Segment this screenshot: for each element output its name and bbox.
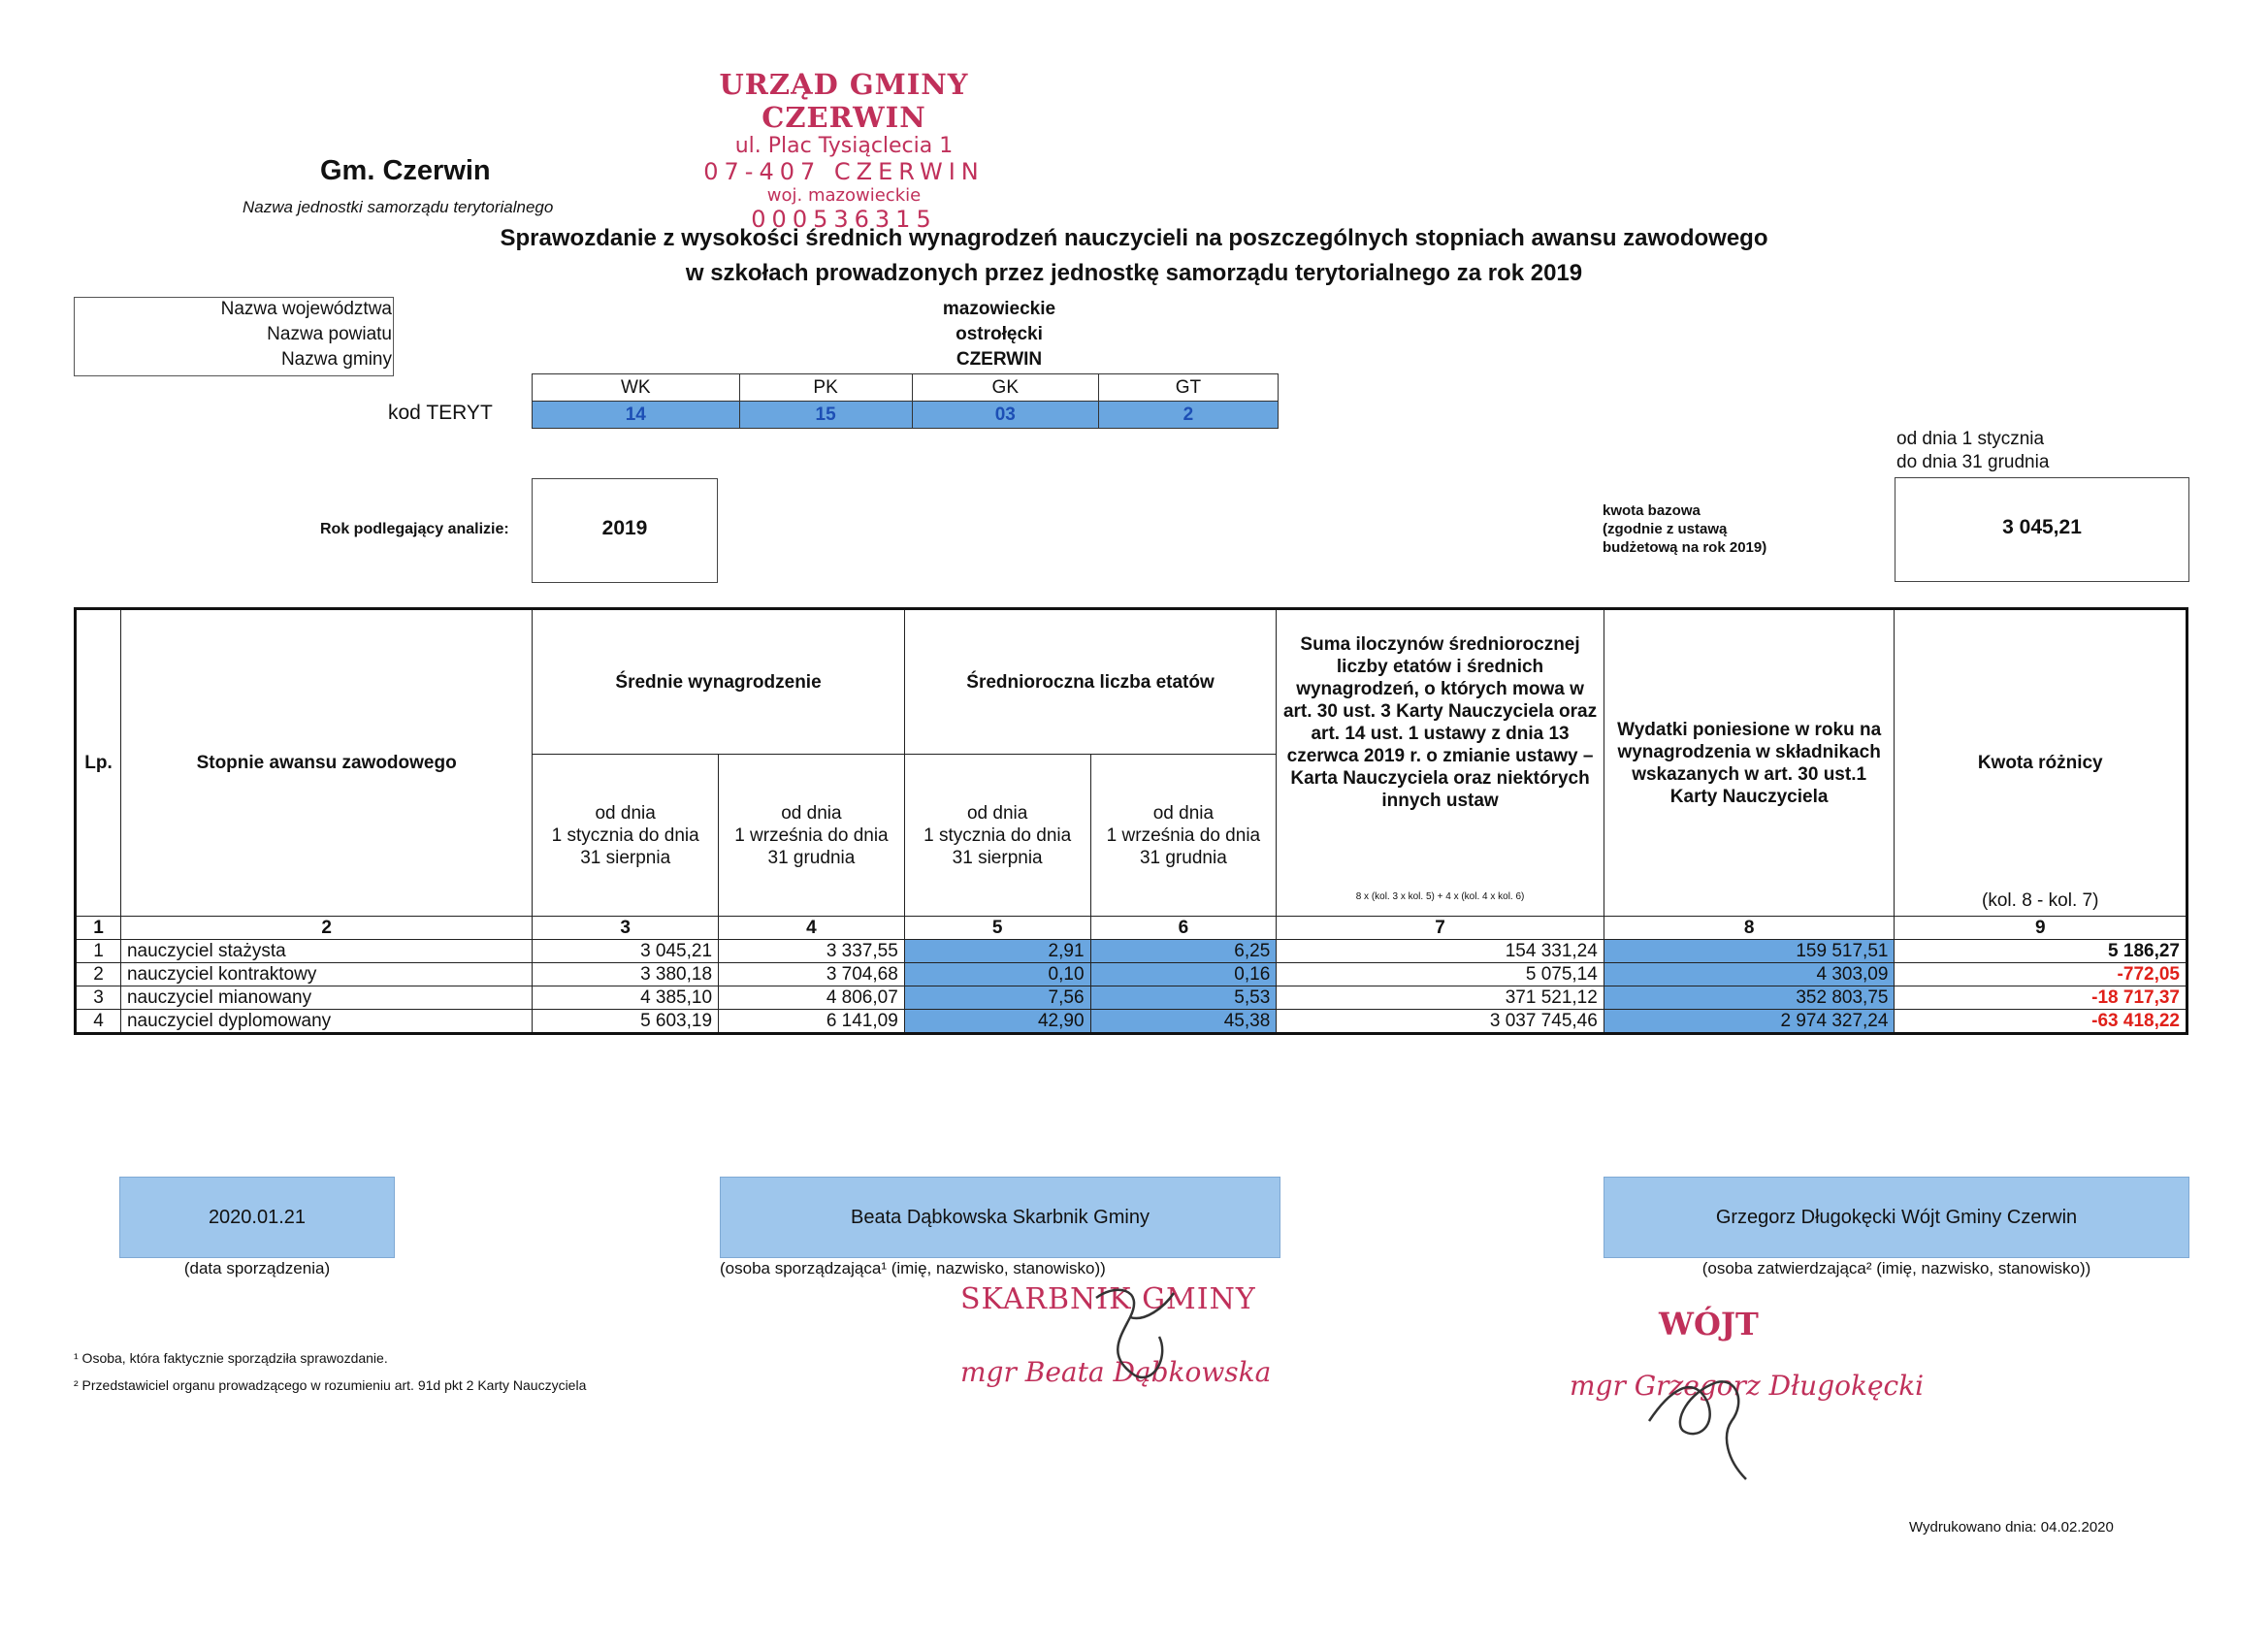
subheader-period: od dnia 1 stycznia do dnia 31 sierpnia <box>904 755 1090 917</box>
header-suma-text: Suma iloczynów średniorocznej liczby etatów i średnich wynagrodzeń, o których mowa w art. 30 ust. 3 Karty Nauczyciela oraz art. 14 ust. 1 ustawy z dnia 13 czerwca 2019 r. o zmianie ustawy – Karta Nauczyciela oraz niektórych innych ustaw <box>1282 634 1598 811</box>
row-c9: -772,05 <box>1895 963 2187 986</box>
row-c6: 6,25 <box>1090 940 1277 963</box>
row-lp: 2 <box>76 963 121 986</box>
row-c4: 3 337,55 <box>719 940 905 963</box>
column-number: 4 <box>719 917 905 940</box>
header-suma-formula: 8 x (kol. 3 x kol. 5) + 4 x (kol. 4 x kol. 6) <box>1355 891 1525 902</box>
office-stamp <box>679 68 1009 233</box>
row-c5: 2,91 <box>904 940 1090 963</box>
teryt-value: 2 <box>1098 402 1278 429</box>
footnote-2: ² Przedstawiciel organu prowadzącego w rozumieniu art. 91d pkt 2 Karty Nauczyciela <box>74 1377 587 1393</box>
row-name: nauczyciel mianowany <box>120 986 532 1010</box>
row-c6: 0,16 <box>1090 963 1277 986</box>
approver-label: (osoba zatwierdzająca² (imię, nazwisko, stanowisko)) <box>1701 1259 2091 1277</box>
report-title: Sprawozdanie z wysokości średnich wynagrodzeń nauczycieli na poszczególnych stopniach awansu zawodowego <box>500 225 1768 251</box>
mayor-stamp-title: WÓJT <box>1659 1306 1759 1342</box>
table-row <box>76 963 2187 986</box>
table-row <box>76 1010 2187 1034</box>
header-stopnie: Stopnie awansu zawodowego <box>120 609 532 917</box>
preparer-label: (osoba sporządzająca¹ (imię, nazwisko, stanowisko)) <box>720 1259 1106 1277</box>
row-name: nauczyciel stażysta <box>120 940 532 963</box>
row-c8: 352 803,75 <box>1604 986 1895 1010</box>
column-number: 6 <box>1090 917 1277 940</box>
stamp-line: 07-407 CZERWIN <box>703 158 985 185</box>
row-lp: 4 <box>76 1010 121 1034</box>
teryt-value: 03 <box>912 402 1098 429</box>
commune-label: Nazwa gminy <box>280 349 392 370</box>
unit-name: Gm. Czerwin <box>320 155 491 186</box>
county-label: Nazwa powiatu <box>267 324 392 344</box>
row-c4: 6 141,09 <box>719 1010 905 1034</box>
stamp-line: 000536315 <box>751 206 937 233</box>
footnote-1: ¹ Osoba, która faktycznie sporządziła sprawozdanie. <box>74 1350 388 1366</box>
row-c4: 3 704,68 <box>719 963 905 986</box>
teryt-table <box>532 373 1279 429</box>
row-c3: 3 045,21 <box>533 940 719 963</box>
header-etaty: Średnioroczna liczba etatów <box>904 609 1276 755</box>
base-label: (zgodnie z ustawą <box>1603 521 1728 537</box>
row-name: nauczyciel dyplomowany <box>120 1010 532 1034</box>
row-c9: -63 418,22 <box>1895 1010 2187 1034</box>
treasurer-stamp-name: mgr Beata Dąbkowska <box>960 1356 1272 1388</box>
row-lp: 3 <box>76 986 121 1010</box>
treasurer-stamp-title: SKARBNIK GMINY <box>960 1282 1256 1316</box>
row-c8: 4 303,09 <box>1604 963 1895 986</box>
period-line: do dnia 31 grudnia <box>1896 452 2050 472</box>
row-c8: 2 974 327,24 <box>1604 1010 1895 1034</box>
teryt-value: 15 <box>739 402 912 429</box>
row-c3: 5 603,19 <box>533 1010 719 1034</box>
preparer-box <box>720 1177 1280 1258</box>
teryt-header: GT <box>1098 374 1278 402</box>
row-c4: 4 806,07 <box>719 986 905 1010</box>
column-number: 8 <box>1604 917 1895 940</box>
preparer-value: Beata Dąbkowska Skarbnik Gminy <box>851 1206 1150 1228</box>
date-box <box>119 1177 395 1258</box>
row-c6: 5,53 <box>1090 986 1277 1010</box>
row-c3: 4 385,10 <box>533 986 719 1010</box>
row-c9: 5 186,27 <box>1895 940 2187 963</box>
row-c5: 0,10 <box>904 963 1090 986</box>
mayor-signature-icon <box>1639 1334 1785 1489</box>
row-c6: 45,38 <box>1090 1010 1277 1034</box>
date-value: 2020.01.21 <box>208 1206 307 1228</box>
column-number: 7 <box>1277 917 1604 940</box>
year-label: Rok podlegający analizie: <box>320 521 509 537</box>
header-lp: Lp. <box>76 609 121 917</box>
column-number: 1 <box>76 917 121 940</box>
row-c7: 3 037 745,46 <box>1277 1010 1604 1034</box>
base-value: 3 045,21 <box>2002 516 2082 538</box>
approver-value: Grzegorz Długokęcki Wójt Gminy Czerwin <box>1715 1206 2078 1228</box>
column-number: 2 <box>120 917 532 940</box>
mayor-stamp-name: mgr Grzegorz Długokęcki <box>1570 1370 1925 1402</box>
teryt-value: 14 <box>533 402 740 429</box>
teryt-header: PK <box>739 374 912 402</box>
row-lp: 1 <box>76 940 121 963</box>
header-wydatki: Wydatki poniesione w roku na wynagrodzenia w składnikach wskazanych w art. 30 ust.1 Karty Nauczyciela <box>1604 609 1895 917</box>
voivodeship-value: mazowieckie <box>942 299 1056 319</box>
stamp-line: URZĄD GMINY CZERWIN <box>719 68 969 134</box>
header-srednie: Średnie wynagrodzenie <box>533 609 904 755</box>
header-suma <box>1277 609 1604 917</box>
base-label: kwota bazowa <box>1603 502 1701 519</box>
salary-table <box>74 607 2188 1035</box>
table-row <box>76 986 2187 1010</box>
row-c8: 159 517,51 <box>1604 940 1895 963</box>
teryt-header: GK <box>912 374 1098 402</box>
column-number: 5 <box>904 917 1090 940</box>
unit-caption: Nazwa jednostki samorządu terytorialnego <box>243 198 554 216</box>
approver-box <box>1604 1177 2189 1258</box>
row-c9: -18 717,37 <box>1895 986 2187 1010</box>
treasurer-signature-icon <box>1077 1278 1183 1395</box>
column-number: 9 <box>1895 917 2187 940</box>
header-kwota-text: Kwota różnicy <box>1977 753 2103 773</box>
subheader-period: od dnia 1 września do dnia 31 grudnia <box>1090 755 1277 917</box>
county-value: ostrołęcki <box>956 324 1043 344</box>
row-c7: 371 521,12 <box>1277 986 1604 1010</box>
date-label: (data sporządzenia) <box>183 1259 331 1277</box>
stamp-line: woj. mazowieckie <box>766 185 922 206</box>
header-kwota-formula: (kol. 8 - kol. 7) <box>1982 890 2099 911</box>
column-number: 3 <box>533 917 719 940</box>
commune-value: CZERWIN <box>956 349 1043 370</box>
stamp-line: ul. Plac Tysiąclecia 1 <box>734 134 954 158</box>
teryt-header: WK <box>533 374 740 402</box>
subheader-period: od dnia 1 stycznia do dnia 31 sierpnia <box>533 755 719 917</box>
print-date: Wydrukowano dnia: 04.02.2020 <box>1909 1519 2114 1536</box>
table-row <box>76 940 2187 963</box>
report-subtitle: w szkołach prowadzonych przez jednostkę samorządu terytorialnego za rok 2019 <box>685 260 1583 286</box>
row-c7: 5 075,14 <box>1277 963 1604 986</box>
base-label: budżetową na rok 2019) <box>1603 539 1767 556</box>
subheader-period: od dnia 1 września do dnia 31 grudnia <box>719 755 905 917</box>
voivodeship-label: Nazwa województwa <box>220 299 392 319</box>
header-kwota <box>1895 609 2187 917</box>
row-c3: 3 380,18 <box>533 963 719 986</box>
row-c7: 154 331,24 <box>1277 940 1604 963</box>
teryt-label: kod TERYT <box>388 402 493 424</box>
row-c5: 42,90 <box>904 1010 1090 1034</box>
row-c5: 7,56 <box>904 986 1090 1010</box>
row-name: nauczyciel kontraktowy <box>120 963 532 986</box>
period-line: od dnia 1 stycznia <box>1896 429 2045 449</box>
year-value: 2019 <box>601 517 648 539</box>
